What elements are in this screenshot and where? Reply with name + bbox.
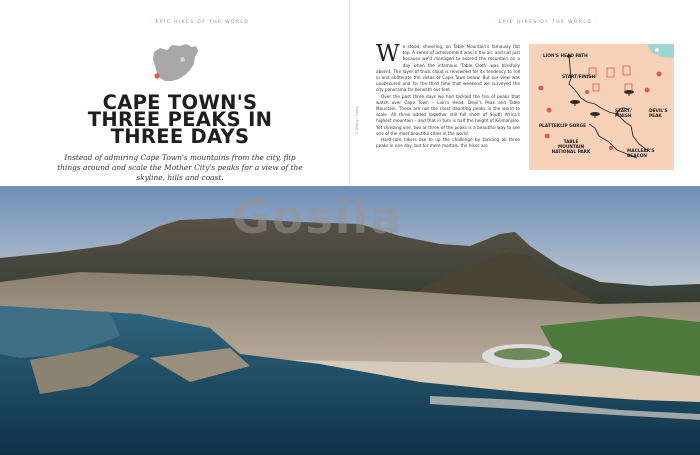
title-line-2: THREE PEAKS IN [87, 108, 273, 131]
running-head-left: · EPIC HIKES OF THE WORLD · [150, 20, 255, 25]
cape-town-marker [154, 73, 159, 78]
map-label-lions-head-path: LION'S HEAD PATH [543, 54, 588, 59]
map-markers [539, 72, 662, 150]
route-map [529, 44, 674, 170]
map-marker-2 [547, 108, 552, 113]
body-text-column [376, 41, 520, 149]
body-paragraph-2: Over the past three days we had tackled the trio of peaks that watch over Cape Town – Lion's Head, Devil's Peak and Table Mountain. These are not the most daunting peaks in the world to scale. All three added together still fall short of South Africa's highest mountain – and that in turn is half the height of Kilimanjaro. Yet climbing one, two or three of the peaks is a beautiful way to see one of the most beautiful cities in the world. [376, 93, 520, 136]
body-paragraph-1 [376, 41, 520, 94]
map-label-platteklip-gorge: PLATTEKLIP GORGE [539, 124, 587, 129]
building-icon-5 [593, 84, 599, 91]
south-africa-locator-map-icon [150, 42, 200, 86]
map-label-table-mountain-np: TABLE MOUNTAIN NATIONAL PARK [551, 140, 591, 155]
watermark: Gosila [232, 190, 404, 244]
body-paragraph-1-text: e stood, shivering, on Table Mountain's famously flat top. A sense of achievement was in the air, and not just because we'd managed to ascend the mountain on a day when the infamous 'Table Cloth' was blissfully absent. The layer of thick cloud is renowned for its tendency to roll in and obliterate the vistas of Cape Town below. But our view was unobscured and for the third time that weekend we surveyed the city panorama far beneath our feet. [376, 44, 520, 93]
title-line-3: THREE DAYS [110, 125, 250, 148]
left-page [0, 0, 350, 186]
body-paragraph-3: Hard-core hikers like to up the challenge by tackling all three peaks in one day, but for mere mortals, the hikes are [376, 137, 520, 149]
building-icon-3 [623, 66, 630, 75]
map-marker-1 [539, 86, 544, 91]
map-label-start-finish-2: START/ FINISH [615, 109, 632, 119]
map-marker-4 [657, 72, 662, 77]
map-marker-3 [545, 134, 550, 139]
photo-credit: © Alamy / Getty [355, 106, 359, 135]
title-line-1: CAPE TOWN'S [102, 91, 258, 114]
drop-cap: W [376, 41, 400, 67]
sea-area [647, 44, 674, 58]
running-head-right: · EPIC HIKES OF THE WORLD · [493, 20, 598, 25]
map-label-devils-peak: DEVIL'S PEAK [649, 109, 668, 119]
hiking-route-path [569, 56, 647, 150]
map-label-maclears-beacon: MACLEAR'S BEACON [627, 149, 655, 159]
map-marker-7 [609, 146, 613, 150]
building-icon-2 [607, 68, 614, 77]
map-marker-5 [645, 88, 650, 93]
map-marker-6 [585, 90, 589, 94]
map-label-start-finish-1: START/FINISH [562, 75, 596, 80]
compass-dot-icon [655, 48, 659, 52]
article-title [80, 91, 280, 148]
standfirst: Instead of admiring Cape Town's mountains from the city, flip things around and scale the Mother City's peaks for a view of the skyline, hills and coast. [57, 153, 303, 182]
building-icons [589, 66, 632, 92]
